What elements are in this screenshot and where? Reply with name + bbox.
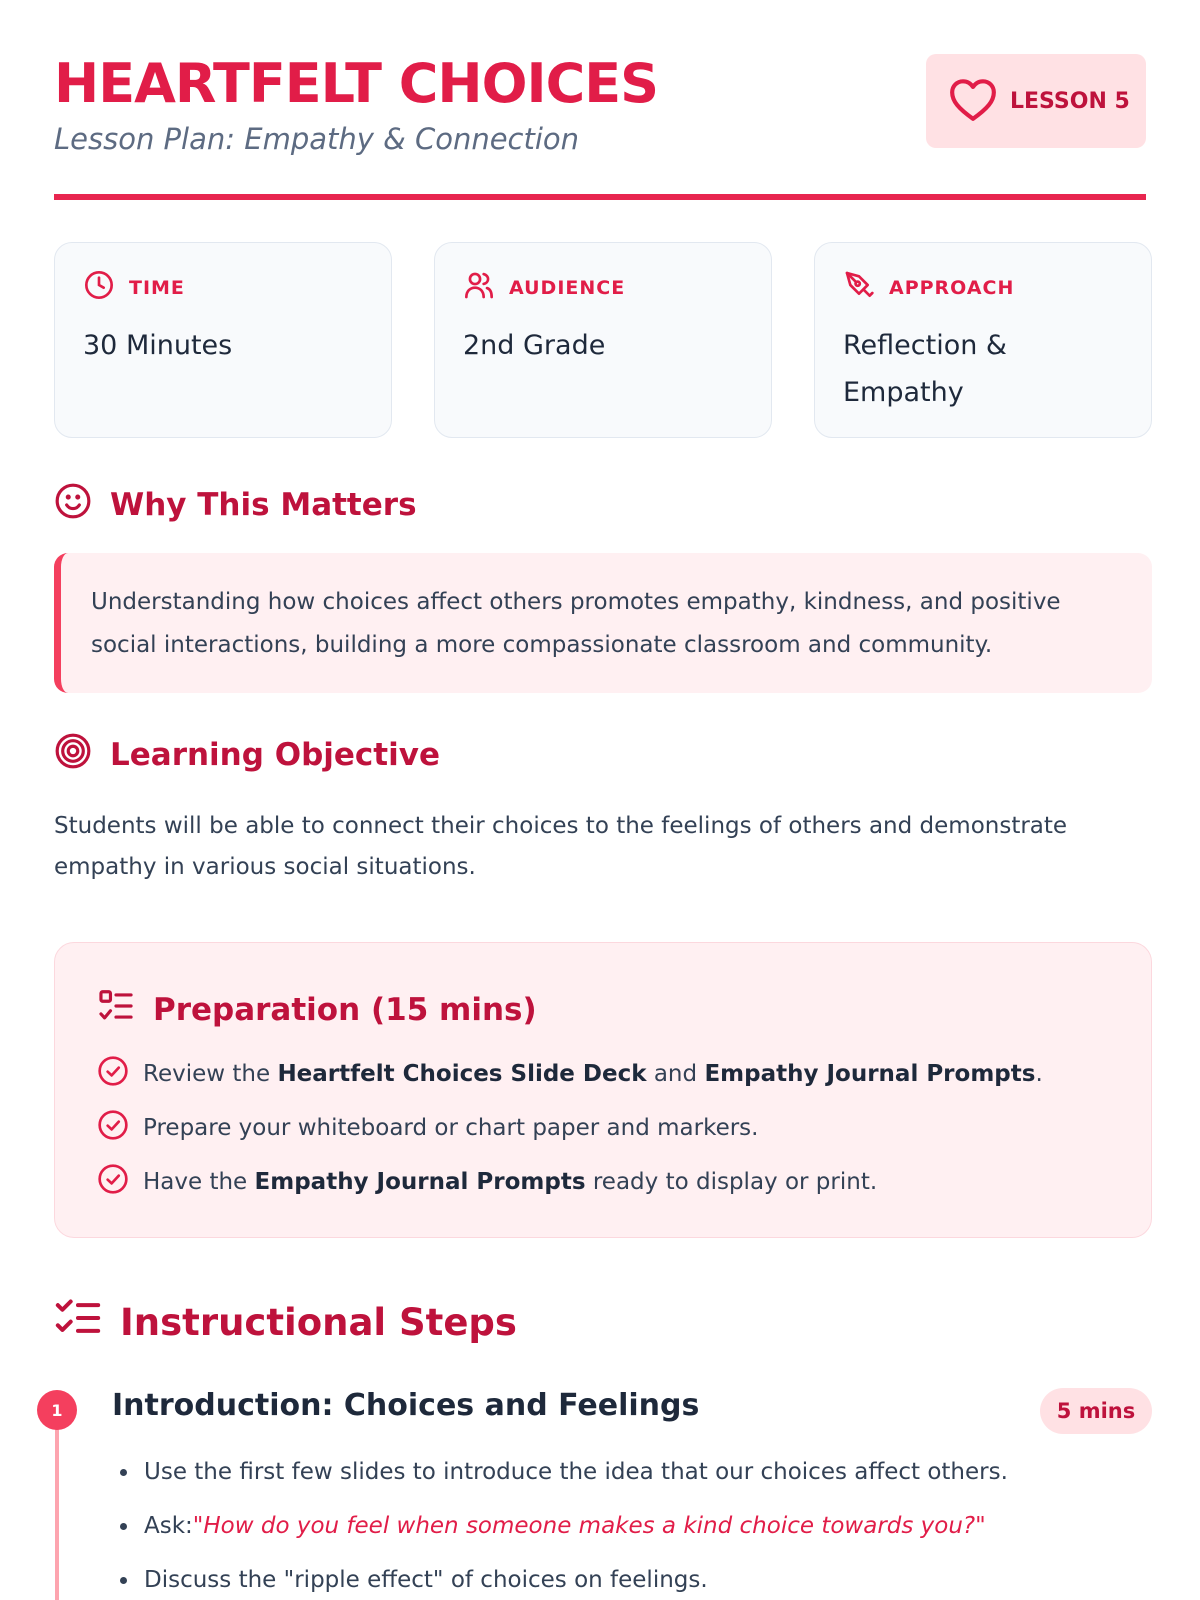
info-card-label: TIME bbox=[129, 276, 185, 299]
check-circle-icon bbox=[97, 1109, 129, 1147]
section-heading: Preparation (15 mins) bbox=[153, 992, 537, 1028]
list-item bbox=[97, 1047, 1043, 1101]
target-icon bbox=[54, 732, 92, 778]
step-duration-badge: 5 mins bbox=[1040, 1388, 1152, 1434]
section-heading: Instructional Steps bbox=[120, 1301, 517, 1344]
check-circle-icon bbox=[97, 1055, 129, 1093]
smile-icon bbox=[54, 482, 92, 528]
list-item-text: Have the Empathy Journal Prompts ready to display or print. bbox=[143, 1169, 878, 1195]
info-card-label: APPROACH bbox=[889, 276, 1015, 299]
heart-icon bbox=[948, 76, 998, 126]
steps-section-title bbox=[54, 1296, 517, 1349]
section-heading: Learning Objective bbox=[110, 737, 440, 773]
timeline-line bbox=[55, 1412, 59, 1600]
step-bullets bbox=[144, 1445, 1008, 1600]
info-card-time bbox=[54, 242, 392, 438]
objective-section-title bbox=[54, 732, 440, 778]
step-number-badge: 1 bbox=[37, 1390, 77, 1430]
preparation-panel bbox=[54, 942, 1152, 1238]
info-card-approach bbox=[814, 242, 1152, 438]
list-item: Ask: "How do you feel when someone makes a kind choice towards you?" bbox=[144, 1499, 1008, 1553]
section-heading: Why This Matters bbox=[110, 487, 417, 523]
list-checks-icon bbox=[54, 1296, 102, 1349]
preparation-list bbox=[97, 1047, 1043, 1209]
list-item bbox=[97, 1101, 1043, 1155]
objective-text: Students will be able to connect their choices to the feelings of others and demonstrate empathy in various social situations. bbox=[54, 813, 1068, 880]
info-card-label: AUDIENCE bbox=[509, 276, 626, 299]
list-item-text: Review the Heartfelt Choices Slide Deck and Empathy Journal Prompts. bbox=[143, 1061, 1043, 1087]
page-subtitle: Lesson Plan: Empathy & Connection bbox=[54, 122, 580, 156]
header bbox=[54, 0, 1146, 200]
list-item: Discuss the "ripple effect" of choices on feelings. bbox=[144, 1553, 1008, 1600]
info-card-value: Reflection & Empathy bbox=[843, 330, 1007, 408]
users-icon bbox=[463, 269, 495, 306]
check-circle-icon bbox=[97, 1163, 129, 1201]
clock-icon bbox=[83, 269, 115, 306]
page-title: HEARTFELT CHOICES bbox=[54, 52, 658, 115]
why-section-title bbox=[54, 482, 417, 528]
info-card-value: 30 Minutes bbox=[83, 330, 233, 361]
discussion-question: "How do you feel when someone makes a kind choice towards you?" bbox=[192, 1513, 986, 1539]
list-item-text: Prepare your whiteboard or chart paper and markers. bbox=[143, 1115, 759, 1141]
info-cards bbox=[54, 242, 1152, 438]
lesson-badge bbox=[926, 54, 1146, 148]
list-item: Use the first few slides to introduce the idea that our choices affect others. bbox=[144, 1445, 1008, 1499]
info-card-audience bbox=[434, 242, 772, 438]
lesson-number: LESSON 5 bbox=[1010, 88, 1130, 114]
why-callout: Understanding how choices affect others promotes empathy, kindness, and positive social interactions, building a more compassionate classroom and community. bbox=[54, 553, 1152, 693]
pen-tool-icon bbox=[843, 269, 875, 306]
step-title: Introduction: Choices and Feelings bbox=[112, 1388, 700, 1423]
preparation-title bbox=[97, 987, 537, 1033]
info-card-value: 2nd Grade bbox=[463, 330, 606, 361]
list-item bbox=[97, 1155, 1043, 1209]
checklist-icon bbox=[97, 987, 135, 1033]
